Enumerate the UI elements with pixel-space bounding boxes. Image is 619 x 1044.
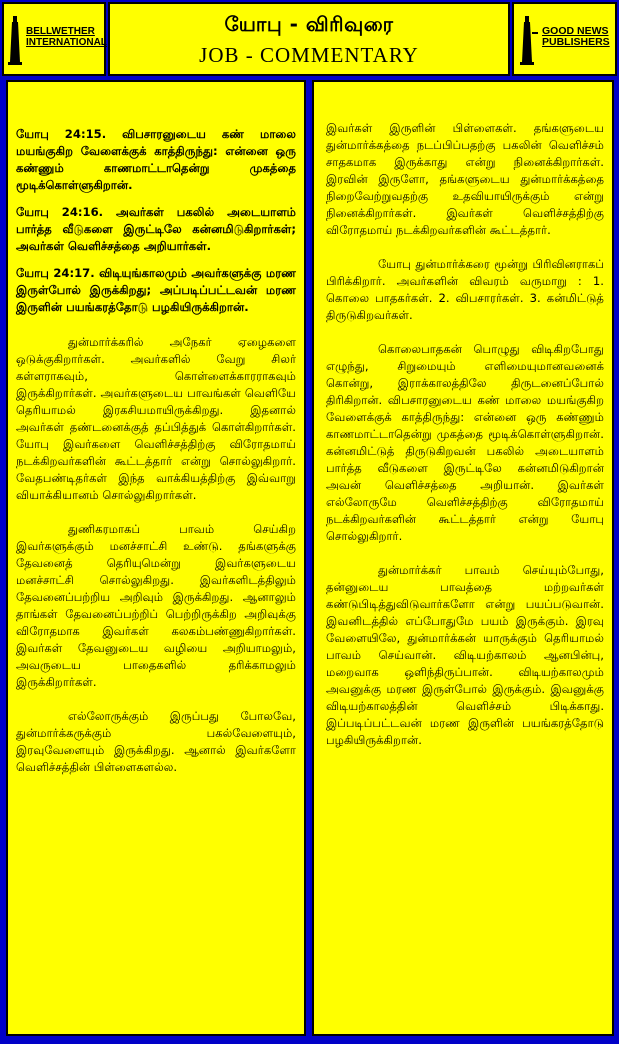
title-box (108, 2, 510, 76)
commentary-paragraph: துன்மார்க்கர் பாவம் செய்யும்போது, தன்னுடைய பாவத்தை மற்றவர்கள் கண்டுபிடித்துவிடுவார்களோ என்று பயப்படுவான். இவனிடத்தில் எப்போதுமே பயம் இருக்கும். இரவு வேளையிலே, துன்மார்க்கன் யாருக்கும் தெரியாமல் பாவம் செய்வான். விடியற்காலம் ஆனபின்பு, மறைவாக ஒளிந்திருப்பான். விடியற்காலமும் அவனுக்கு மரண இருள்போல் இருக்கும். இவனுக்கு விடியற்காலத்தின் வெளிச்சம் பிடிக்காது. இப்படிப்பட்டவன் மரண இருளின் பயங்கரத்தோடு பழகியிருக்கிறான். (326, 563, 604, 747)
logo-line-1: BELLWETHER (26, 26, 95, 37)
commentary-paragraph: துன்மார்க்கரில் அநேகர் ஏழைகளை ஒடுக்குகிறார்கள். அவர்களில் வேறு சிலர் கள்ளராகவும், கொள்ளைக்காரராகவும் இருக்கிறார்கள். அவர்களுடைய பாவங்கள் வெளியே தெரியாமல் இரகசியமாயிருக்கிறது. இதனால் அவர்கள் தண்டனைக்குத் தப்பித்துக் கொள்கிறார்கள். யோபு இவர்களை வெளிச்சத்திற்கு விரோதமாய் நடக்கிறவர்களின் கூட்டத்தார் என்று சொல்லுகிறார். வேதபண்டிதர்கள் இந்த வாக்கியத்திற்கு இவ்வாறு வியாக்கியானம் சொல்லுகிறார்கள். (16, 335, 296, 502)
left-column (6, 80, 306, 1036)
bellwether-logo (2, 2, 106, 76)
english-title: JOB - COMMENTARY (199, 43, 419, 67)
logo-line-2: INTERNATIONAL (26, 37, 107, 48)
commentary-paragraph: கொலைபாதகன் பொழுது விடிகிறபோது எழுந்து, சிறுமையும் எளிமையுமானவனைக் கொன்று, இராக்காலத்திலே திருடனைப்போல் திரிகிறான். விபசாரனுடைய கண் மாலை மயங்குகிற வேளைக்குக் காத்திருந்து: என்னை ஒரு கண்ணும் காணமாட்டாதென்று முகத்தை மூடிக்கொள்ளுகிறான். கன்னமிட்டுத் திருடுகிறவன் பகலில் அடையாளம் பார்த்த வீடுகளை இருட்டிலே கன்னமிடுகிறான் அவன் வெளிச்சத்தை அறியான். இவர்கள் எல்லோருமே வெளிச்சத்திற்கு விரோதமாய் நடக்கிறவர்களின் கூட்டத்தார் என்று யோபு சொல்லுகிறார். (326, 342, 604, 543)
right-column (312, 80, 614, 1036)
commentary-paragraph: யோபு துன்மார்க்கரை மூன்று பிரிவினராகப் பிரிக்கிறார். அவர்களின் விவரம் வருமாறு : 1. கொலை பாதகர்கள். 2. விபசாரர்கள். 3. கன்மிட்டுத் திருடுகிறவர்கள். (326, 257, 604, 322)
verse-24-15: யோபு 24:15. விபசாரனுடைய கண் மாலை மயங்குகிற வேளைக்குக் காத்திருந்து: என்னை ஒரு கண்ணும் காணமாட்டாதென்று முகத்தை மூடிக்கொள்ளுகிறான். (16, 127, 296, 192)
commentary-paragraph: இவர்கள் இருளின் பிள்ளைகள். தங்களுடைய துன்மார்க்கத்தை நடப்பிப்பதற்கு பகலின் வெளிச்சம் சாதகமாக இருக்காது என்று நினைக்கிறார்கள். இரவின் இருளோ, தங்களுடைய துன்மார்க்கத்தை நிறைவேற்றுவதற்கு உதவியாயிருக்கும் என்று நினைக்கிறார்கள். இவர்கள் வெளிச்சத்திற்கு விரோதமாய் நடக்கிறவர்களின் கூட்டத்தார். (326, 121, 604, 237)
tamil-title: யோபு - விரிவுரை (224, 12, 394, 36)
commentary-paragraph: துணிகரமாகப் பாவம் செய்கிற இவர்களுக்கும் மனச்சாட்சி உண்டு. தங்களுக்கு தேவனைத் தெரியுமென்று இவர்களுடைய மனச்சாட்சி சொல்லுகிறது. இவர்களிடத்திலும் தேவனைப்பற்றிய அறிவும் இருக்கிறது. ஆனாலும் தாங்கள் தேவனைப்பற்றிப் பெற்றிருக்கிற அறிவுக்கு விரோதமாக இவர்கள் கலகம்பண்ணுகிறார்கள். இவர்கள் தேவனுடைய வழியை அறியாமலும், அவருடைய பாதைகளில் தரிக்காமலும் இருக்கிறார்கள். (16, 522, 296, 689)
page-header (0, 0, 619, 80)
verse-24-17: யோபு 24:17. விடியுங்காலமும் அவர்களுக்கு மரண இருள்போல் இருக்கிறது; அப்படிப்பட்டவன் மரண இருளின் பயங்கரத்தோடு பழகியிருக்கிறான். (16, 266, 296, 314)
verse-24-16: யோபு 24:16. அவர்கள் பகலில் அடையாளம் பார்த்த வீடுகளை இருட்டிலே கன்னமிடுகிறார்கள்; அவர்கள் வெளிச்சத்தை அறியார்கள். (16, 205, 296, 253)
commentary-paragraph: எல்லோருக்கும் இருப்பது போலவே, துன்மார்க்கருக்கும் பகல்வேளையும், இரவுவேளையும் இருக்கிறது. ஆனால் இவர்களோ வெளிச்சத்தின் பிள்ளைகளல்ல. (16, 709, 296, 774)
logo-line-2: PUBLISHERS (542, 36, 610, 48)
good-news-logo (512, 2, 617, 76)
logo-line-1: GOOD NEWS (542, 25, 609, 37)
